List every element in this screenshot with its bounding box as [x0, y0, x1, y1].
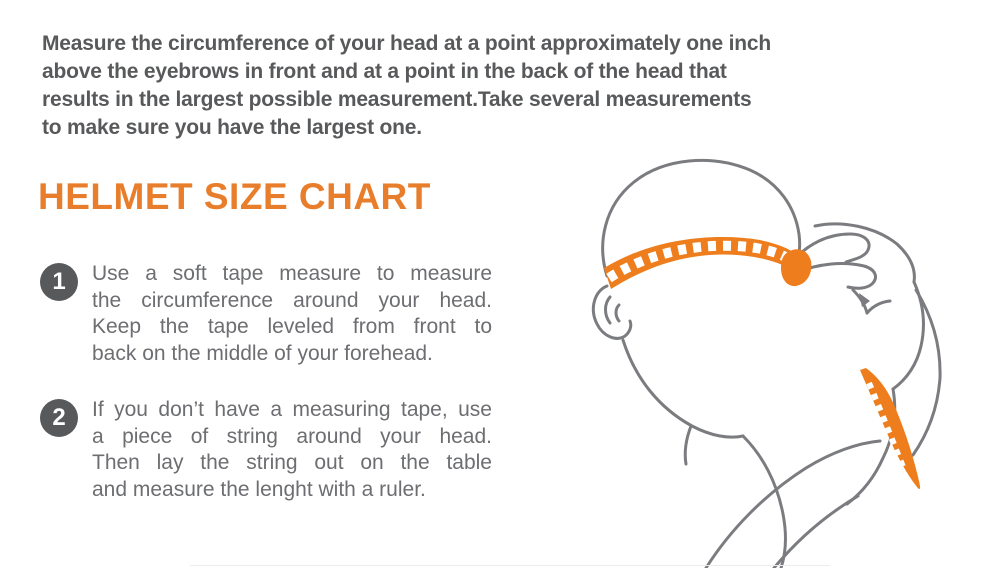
divider-line [190, 565, 830, 566]
step-1-line: back on the middle of your forehead. [92, 341, 433, 365]
step-1-line: Use a soft tape measure to measure [92, 262, 492, 285]
step-2-line: Then lay the string out on the table [92, 451, 492, 474]
step-2-text [92, 397, 492, 503]
head-measurement-illustration [560, 140, 1000, 568]
intro-line: to make sure you have the largest one. [42, 116, 422, 139]
page-title: HELMET SIZE CHART [38, 176, 431, 217]
step-2-line: and measure the lenght with a ruler. [92, 477, 426, 501]
intro-line: results in the largest possible measurement.Take several measurements [42, 88, 752, 111]
step-2-line: If you don’t have a measuring tape, use [92, 398, 492, 421]
step-2-line: a piece of string around your head. [92, 424, 492, 448]
tape-measure-graphic [604, 237, 920, 489]
intro-paragraph [42, 30, 942, 142]
intro-line: Measure the circumference of your head at a point approximately one inch [42, 32, 771, 55]
intro-line: above the eyebrows in front and at a point in the back of the head that [42, 60, 727, 83]
tape-end-graphic [781, 249, 811, 286]
step-2-number-badge: 2 [40, 399, 78, 437]
head-outline-graphic [593, 160, 940, 568]
step-2 [40, 397, 492, 503]
step-1-line: the circumference around your head. [92, 288, 492, 312]
step-1-text [92, 261, 492, 367]
step-1-line: Keep the tape leveled from front to [92, 315, 492, 338]
step-1 [40, 261, 492, 367]
step-1-number-badge: 1 [40, 263, 78, 301]
ear-graphic [593, 286, 630, 338]
